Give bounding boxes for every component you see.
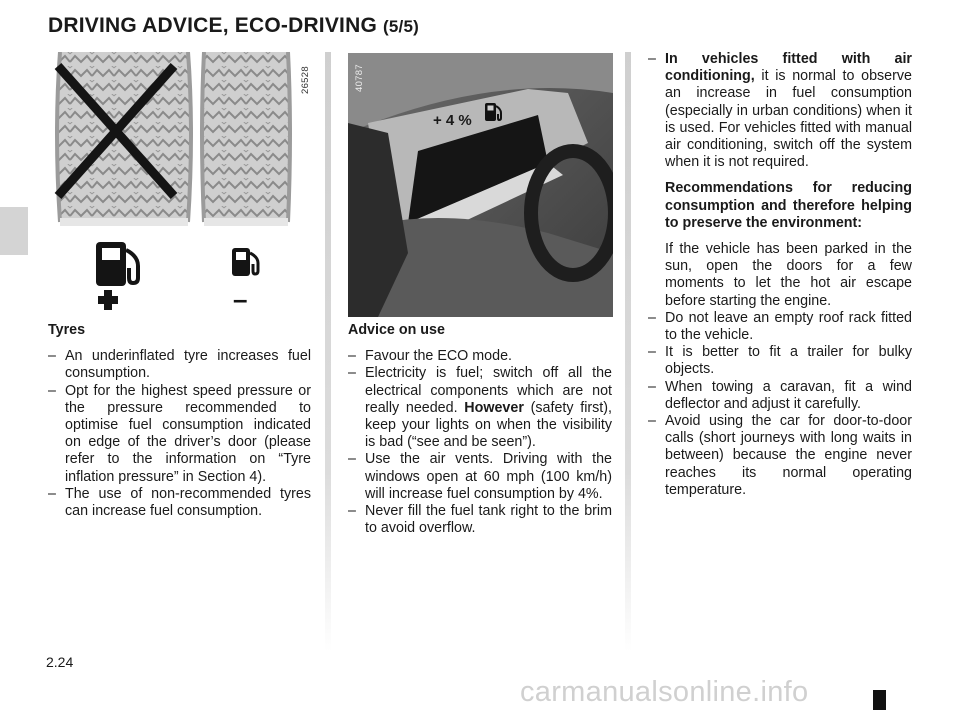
figure-ref: 40787	[354, 64, 365, 92]
list-item: – Do not leave an empty roof rack fitted to the vehicle.	[648, 310, 912, 344]
corner-mark	[873, 690, 886, 710]
paragraph: If the vehicle has been parked in the sun, open the doors for a few moments to let the hot air escape before starting the engine.	[665, 241, 912, 309]
section-heading: Advice on use	[348, 322, 445, 338]
section-tab	[0, 207, 28, 255]
column-divider	[625, 52, 631, 652]
page-number: 2.24	[46, 654, 74, 670]
list-item: – An underinflated tyre increases fuel consumption.	[48, 348, 311, 382]
plus-icon	[98, 290, 118, 310]
list-item: – The use of non-recommended tyres can increase fuel consumption.	[48, 486, 311, 520]
recommendations-heading: Recommendations for reducing consumption and therefore helping to preserve the environment:	[665, 180, 912, 231]
minus-icon: –	[233, 284, 248, 314]
correct-tyre-icon	[202, 52, 290, 226]
page-title: DRIVING ADVICE, ECO-DRIVING (5/5)	[48, 14, 419, 37]
section-heading: Tyres	[48, 322, 86, 338]
column-divider	[325, 52, 331, 652]
conditions-section	[648, 51, 912, 499]
advice-section	[348, 322, 612, 537]
list-item: – When towing a caravan, fit a wind deflector and adjust it carefully.	[648, 379, 912, 413]
list-item: – Avoid using the car for door-to-door calls (short journeys with long waits in between) because the engine never reaches its normal operating temperature.	[648, 413, 912, 499]
tyres-section	[48, 322, 311, 520]
vent-figure	[348, 53, 613, 317]
tyre-figure	[48, 52, 324, 314]
list-item: – Favour the ECO mode.	[348, 348, 612, 365]
list-item: – Use the air vents. Driving with the windows open at 60 mph (100 km/h) will increase fuel consumption by 4%.	[348, 451, 612, 503]
figure-ref: 26528	[300, 66, 311, 94]
fuel-increase-label: + 4 %	[433, 112, 472, 129]
list-item: – Opt for the highest speed pressure or the pressure recommended to optimise fuel consumption indicated on edge of the driver’s door (please refer to the information on “Tyre inflation pressure” in Section 4).	[48, 383, 311, 486]
fuel-pump-icon	[96, 242, 138, 286]
fuel-pump-small-icon	[232, 248, 258, 276]
list-item: – In vehicles fitted with air conditioning, it is normal to observe an increase in fuel consumption (especially in urban conditions) when it is used. For vehicles fitted with manual air conditioning, switch off the system when it is not required.	[648, 51, 912, 171]
watermark: carmanualsonline.info	[520, 676, 809, 708]
list-item: – Never fill the fuel tank right to the brim to avoid overflow.	[348, 503, 612, 537]
list-item: – It is better to fit a trailer for bulky objects.	[648, 344, 912, 378]
list-item: – Electricity is fuel; switch off all the electrical components which are not really needed. However (safety first), keep your lights on when the visibility is bad (“see and be seen”).	[348, 365, 612, 451]
